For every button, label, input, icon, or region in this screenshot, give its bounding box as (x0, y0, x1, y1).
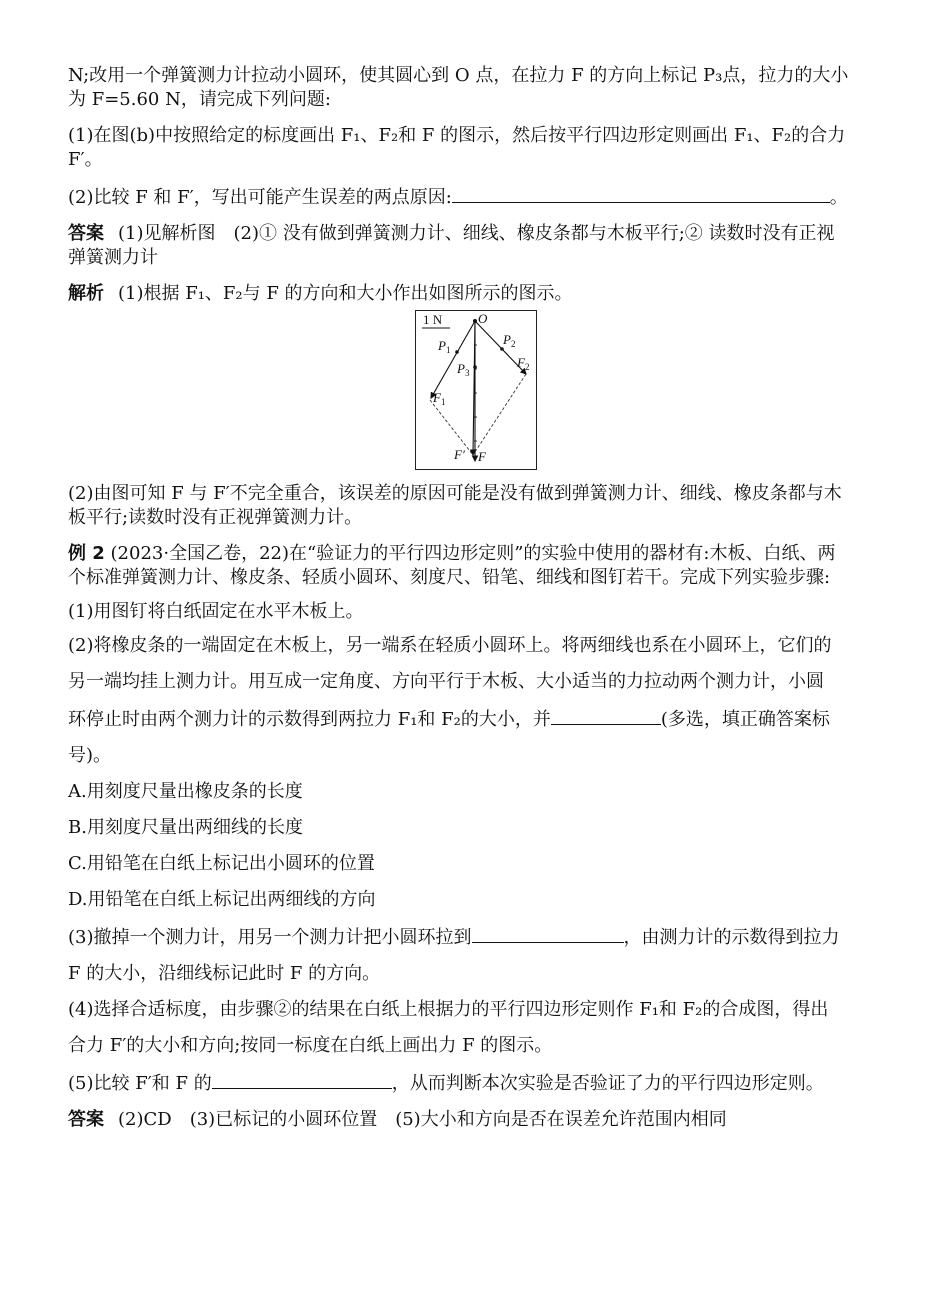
step-2-hint: (多选，填正确答案标 (660, 709, 830, 730)
answer-2 (68, 1108, 888, 1132)
answer-1-continued: 弹簧测力计 (68, 247, 158, 268)
step-5-text: (5)比较 F′和 F 的 (68, 1073, 212, 1094)
step-2: (2)将橡皮条的一端固定在木板上，另一端系在轻质小圆环上。将两细线也系在小圆环上，它们的 (68, 635, 832, 656)
step-5 (68, 1070, 888, 1096)
answer-1 (68, 222, 888, 246)
text-line: 号)。 (68, 745, 112, 766)
answer-label: 答案 (68, 1109, 104, 1130)
answer-blank (472, 924, 624, 943)
text-line: 合力 F′的大小和方向;按同一标度在白纸上画出力 F 的图示。 (68, 1035, 553, 1056)
answer-blank (212, 1070, 392, 1089)
text-line: 为 F=5.60 N，请完成下列问题: (68, 89, 331, 110)
label-p1: P (438, 338, 446, 353)
step-3 (68, 924, 888, 950)
parallelogram-side (473, 374, 526, 455)
question-2 (68, 184, 888, 210)
label-p2: P (503, 332, 511, 347)
f1-arrow (431, 321, 475, 398)
answer-blank (551, 706, 661, 725)
step-3-text: (3)撤掉一个测力计，用另一个测力计把小圆环拉到 (68, 927, 472, 948)
label-p1-sub: 1 (446, 345, 451, 355)
option-a: A.用刻度尺量出橡皮条的长度 (68, 781, 303, 802)
text-line: F 的大小，沿细线标记此时 F 的方向。 (68, 963, 381, 984)
force-diagram-wrap (68, 310, 888, 470)
text-line: F′。 (68, 149, 103, 170)
label-p2-sub: 2 (511, 339, 516, 349)
label-f2: F (517, 355, 525, 370)
text-line: N;改用一个弹簧测力计拉动小圆环，使其圆心到 O 点，在拉力 F 的方向上标记 P₃点，拉力的大小 (68, 65, 849, 86)
label-f-prime: F′ (454, 447, 465, 462)
label-f: F (478, 449, 486, 464)
point-p3 (473, 365, 477, 369)
answer-text: (2)CD (3)已标记的小圆环位置 (5)大小和方向是否在误差允许范围内相同 (118, 1109, 727, 1130)
option-b: B.用刻度尺量出两细线的长度 (68, 817, 303, 838)
label-o: O (478, 311, 488, 326)
example-intro: (2023·全国乙卷，22)在“验证力的平行四边形定则”的实验中使用的器材有:木板、白纸、两 (104, 543, 836, 564)
step-1: (1)用图钉将白纸固定在水平木板上。 (68, 601, 364, 622)
point-p2 (500, 347, 504, 351)
text-line: 另一端均挂上测力计。用互成一定角度、方向平行于木板、大小适当的力拉动两个测力计，小圆 (68, 671, 824, 692)
point-o (473, 319, 477, 323)
label-f1: F (433, 390, 441, 405)
question-2-text: (2)比较 F 和 F′，写出可能产生误差的两点原因: (68, 187, 452, 208)
scale-label: 1 N (423, 312, 443, 327)
question-1: (1)在图(b)中按照给定的标度画出 F₁、F₂和 F 的图示，然后按平行四边形定则画出 F₁、F₂的合力 (68, 125, 846, 146)
label-p3: P (457, 361, 465, 376)
example-2 (68, 542, 888, 566)
step-4: (4)选择合适标度，由步骤②的结果在白纸上根据力的平行四边形定则作 F₁和 F₂的合成图，得出 (68, 999, 829, 1020)
analysis-text: (1)根据 F₁、F₂与 F 的方向和大小作出如图所示的图示。 (118, 283, 573, 304)
answer-label: 答案 (68, 223, 104, 244)
parallelogram-side (430, 400, 473, 455)
force-diagram (415, 310, 537, 470)
label-p3-sub: 3 (465, 368, 470, 378)
label-f2-sub: 2 (525, 362, 530, 372)
analysis-2: (2)由图可知 F 与 F′不完全重合，该误差的原因可能是没有做到弹簧测力计、细线、橡皮条都与木 (68, 483, 842, 504)
step-2-text: 环停止时由两个测力计的示数得到两拉力 F₁和 F₂的大小，并 (68, 709, 551, 730)
answer-text: (1)见解析图 (2)① 没有做到弹簧测力计、细线、橡皮条都与木板平行;② 读数时没有正视 (118, 223, 835, 244)
step-3-text-end: ，由测力计的示数得到拉力 (623, 927, 840, 948)
point-p1 (455, 350, 459, 354)
option-d: D.用铅笔在白纸上标记出两细线的方向 (68, 889, 376, 910)
example-label: 例 2 (68, 543, 105, 564)
analysis-2-continued: 板平行;读数时没有正视弹簧测力计。 (68, 507, 363, 528)
step-5-text-end: ，从而判断本次实验是否验证了力的平行四边形定则。 (391, 1073, 824, 1094)
label-f1-sub: 1 (441, 397, 446, 407)
answer-blank (452, 184, 830, 203)
analysis (68, 282, 888, 306)
text-line (68, 706, 888, 732)
document-page (68, 64, 888, 1132)
text-line: 个标准弹簧测力计、橡皮条、轻质小圆环、刻度尺、铅笔、细线和图钉若干。完成下列实验步骤: (68, 567, 831, 588)
analysis-label: 解析 (68, 283, 104, 304)
period: 。 (829, 187, 848, 208)
force-diagram-svg (416, 311, 536, 469)
option-c: C.用铅笔在白纸上标记出小圆环的位置 (68, 853, 375, 874)
